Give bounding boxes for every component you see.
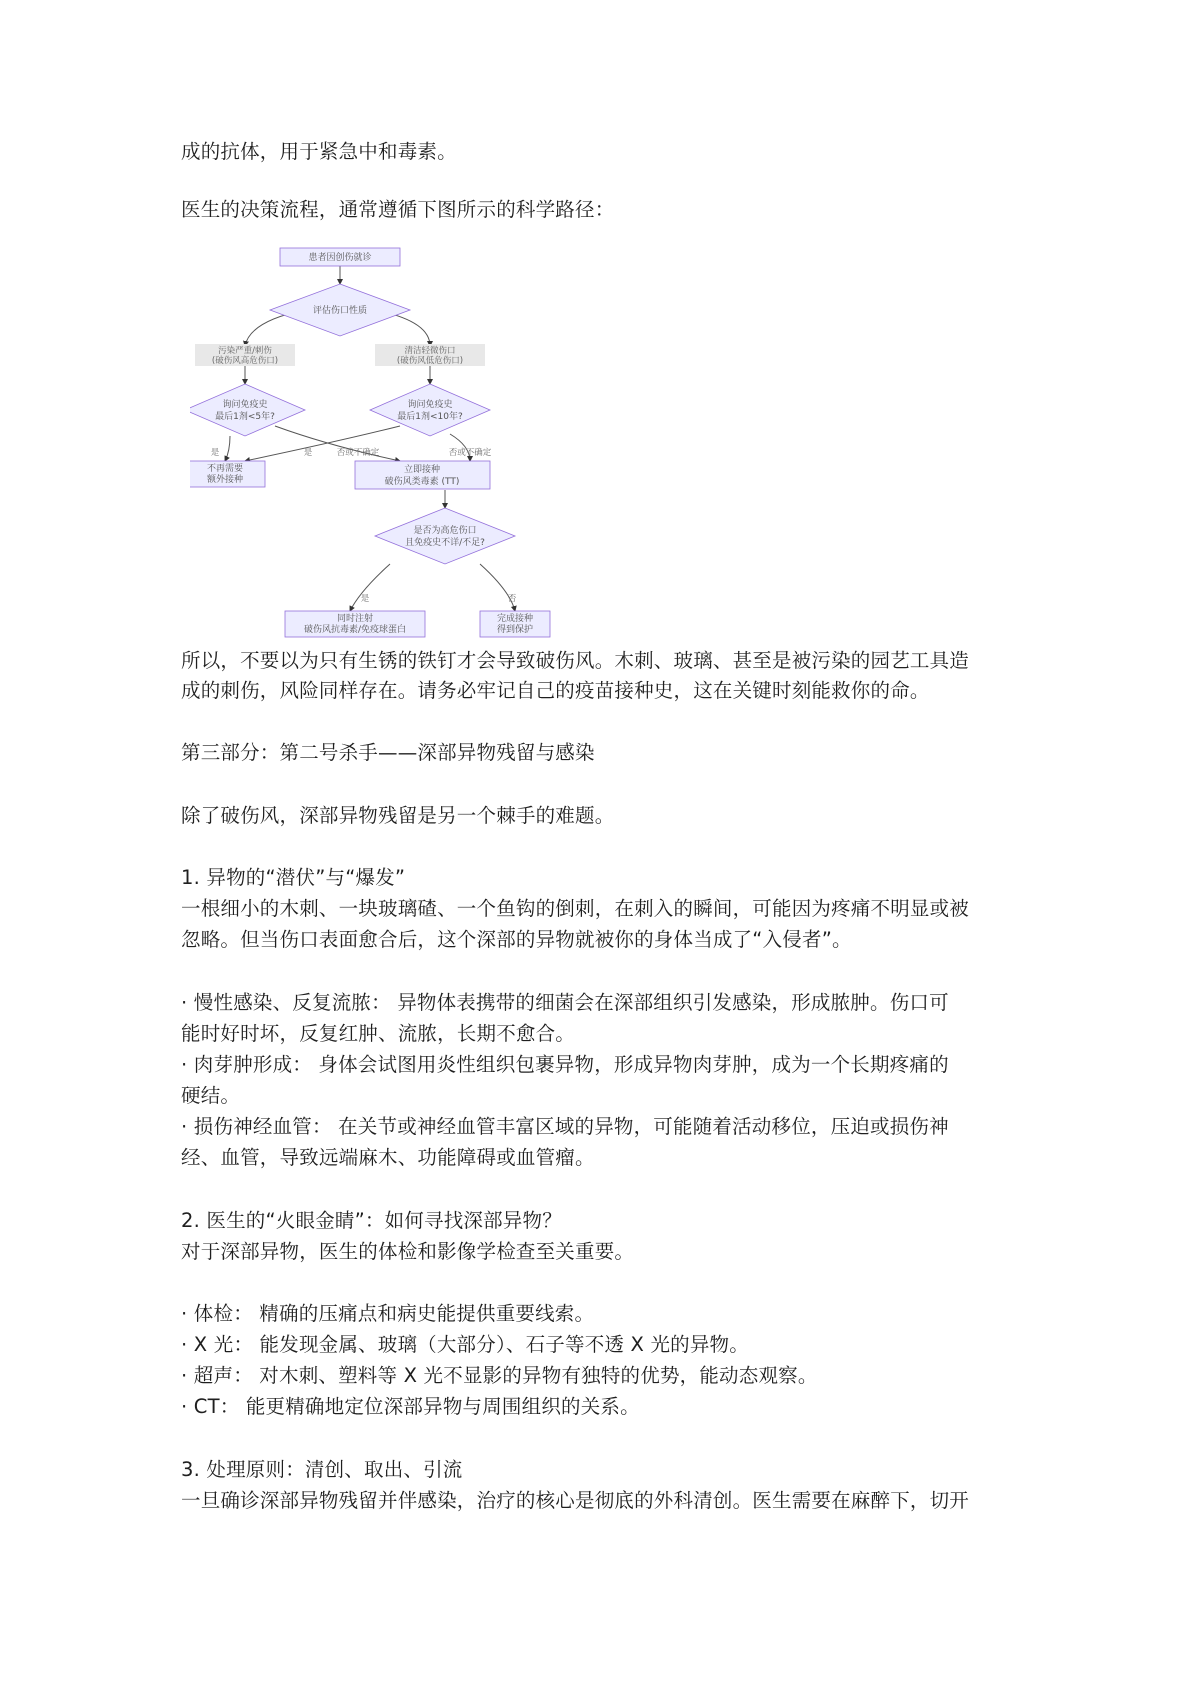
flow-decision-right-immunity (370, 384, 490, 436)
paragraph-line: 忽略。但当伤口表面愈合后，这个深部的异物就被你的身体当成了“入侵者”。 (181, 928, 852, 951)
paragraph-line: 能时好时坏，反复红肿、流脓，长期不愈合。 (181, 1022, 576, 1045)
flow-decision-left-immunity (190, 384, 305, 436)
edge-label-left-type: 污染严重/刺伤 (218, 346, 272, 356)
edge-label-yes: 是 (360, 594, 370, 604)
paragraph-line: 成的刺伤，风险同样存在。请务必牢记自己的疫苗接种史，这在关键时刻能救你的命。 (181, 679, 930, 702)
flow-decision-assess-label: 评估伤口性质 (312, 306, 368, 316)
flow-decision-left-label-2: 最后1剂<5年? (215, 412, 275, 422)
bullet-line: · X 光： 能发现金属、玻璃（大部分）、石子等不透 X 光的异物。 (181, 1333, 749, 1356)
paragraph-line: 除了破伤风，深部异物残留是另一个棘手的难题。 (181, 804, 615, 827)
flow-node-antitoxin-label-2: 破伤风抗毒素/免疫球蛋白 (303, 625, 407, 635)
edge-label-yes: 是 (303, 448, 313, 458)
edge-label-left-type-sub: (破伤风高危伤口) (211, 356, 279, 366)
flow-decision-right-label-2: 最后1剂<10年? (397, 412, 463, 422)
paragraph-line: 成的抗体，用于紧急中和毒素。 (181, 140, 457, 163)
bullet-line: · 体检： 精确的压痛点和病史能提供重要线索。 (181, 1302, 595, 1325)
bullet-line: · 损伤神经血管： 在关节或神经血管丰富区域的异物，可能随着活动移位，压迫或损伤神 (181, 1115, 949, 1138)
flow-decision-high-risk (375, 508, 515, 564)
section-heading: 第三部分：第二号杀手——深部异物残留与感染 (181, 741, 595, 764)
bullet-line: · 超声： 对木刺、塑料等 X 光不显影的异物有独特的优势，能动态观察。 (181, 1364, 818, 1387)
bullet-line: · 肉芽肿形成： 身体会试图用炎性组织包裹异物，形成异物肉芽肿，成为一个长期疼痛的 (181, 1053, 949, 1076)
flow-decision-high-risk-label: 是否为高危伤口 (413, 526, 477, 536)
flow-node-no-extra-label-2: 额外接种 (206, 475, 244, 485)
subheading: 1. 异物的“潜伏”与“爆发” (181, 866, 406, 889)
flow-node-vaccinate-label-2: 破伤风类毒素 (TT) (384, 477, 460, 487)
flow-node-vaccinate-label: 立即接种 (403, 465, 441, 475)
tetanus-decision-flowchart (190, 246, 590, 646)
flow-node-start-label: 患者因创伤就诊 (308, 253, 372, 263)
edge-label-right-type-sub: (破伤风低危伤口) (396, 356, 464, 366)
bullet-line: · 慢性感染、反复流脓： 异物体表携带的细菌会在深部组织引发感染，形成脓肿。伤口可 (181, 991, 949, 1014)
paragraph-line: 所以，不要以为只有生锈的铁钉才会导致破伤风。木刺、玻璃、甚至是被污染的园艺工具造 (181, 649, 970, 672)
flow-decision-high-risk-label-2: 且免疫史不详/不足? (405, 538, 485, 548)
flow-node-no-extra-label: 不再需要 (206, 464, 244, 474)
paragraph-line: 一根细小的木刺、一块玻璃碴、一个鱼钩的倒刺，在刺入的瞬间，可能因为疼痛不明显或被 (181, 897, 970, 920)
paragraph-line: 对于深部异物，医生的体检和影像学检查至关重要。 (181, 1240, 635, 1263)
flow-node-protected-label: 完成接种 (496, 614, 534, 624)
paragraph-line: 经、血管，导致远端麻木、功能障碍或血管瘤。 (181, 1146, 595, 1169)
edge-label-no-unsure: 否或不确定 (448, 448, 492, 458)
subheading: 3. 处理原则：清创、取出、引流 (181, 1458, 463, 1481)
edge-label-no-unsure: 否或不确定 (336, 448, 380, 458)
flow-node-antitoxin-label: 同时注射 (336, 614, 374, 624)
paragraph-line: 硬结。 (181, 1084, 241, 1107)
edge-label-yes: 是 (210, 448, 220, 458)
edge-label-right-type: 清洁轻微伤口 (404, 346, 456, 356)
flow-node-protected-label-2: 得到保护 (496, 625, 534, 635)
paragraph-line: 一旦确诊深部异物残留并伴感染，治疗的核心是彻底的外科清创。医生需要在麻醉下，切开 (181, 1489, 970, 1512)
bullet-line: · CT： 能更精确地定位深部异物与周围组织的关系。 (181, 1395, 640, 1418)
paragraph-line: 医生的决策流程，通常遵循下图所示的科学路径： (181, 198, 615, 221)
flow-decision-left-label: 询问免疫史 (222, 400, 268, 410)
flow-decision-right-label: 询问免疫史 (407, 400, 453, 410)
edge-label-no: 否 (507, 594, 517, 604)
subheading: 2. 医生的“火眼金睛”：如何寻找深部异物？ (181, 1209, 562, 1232)
